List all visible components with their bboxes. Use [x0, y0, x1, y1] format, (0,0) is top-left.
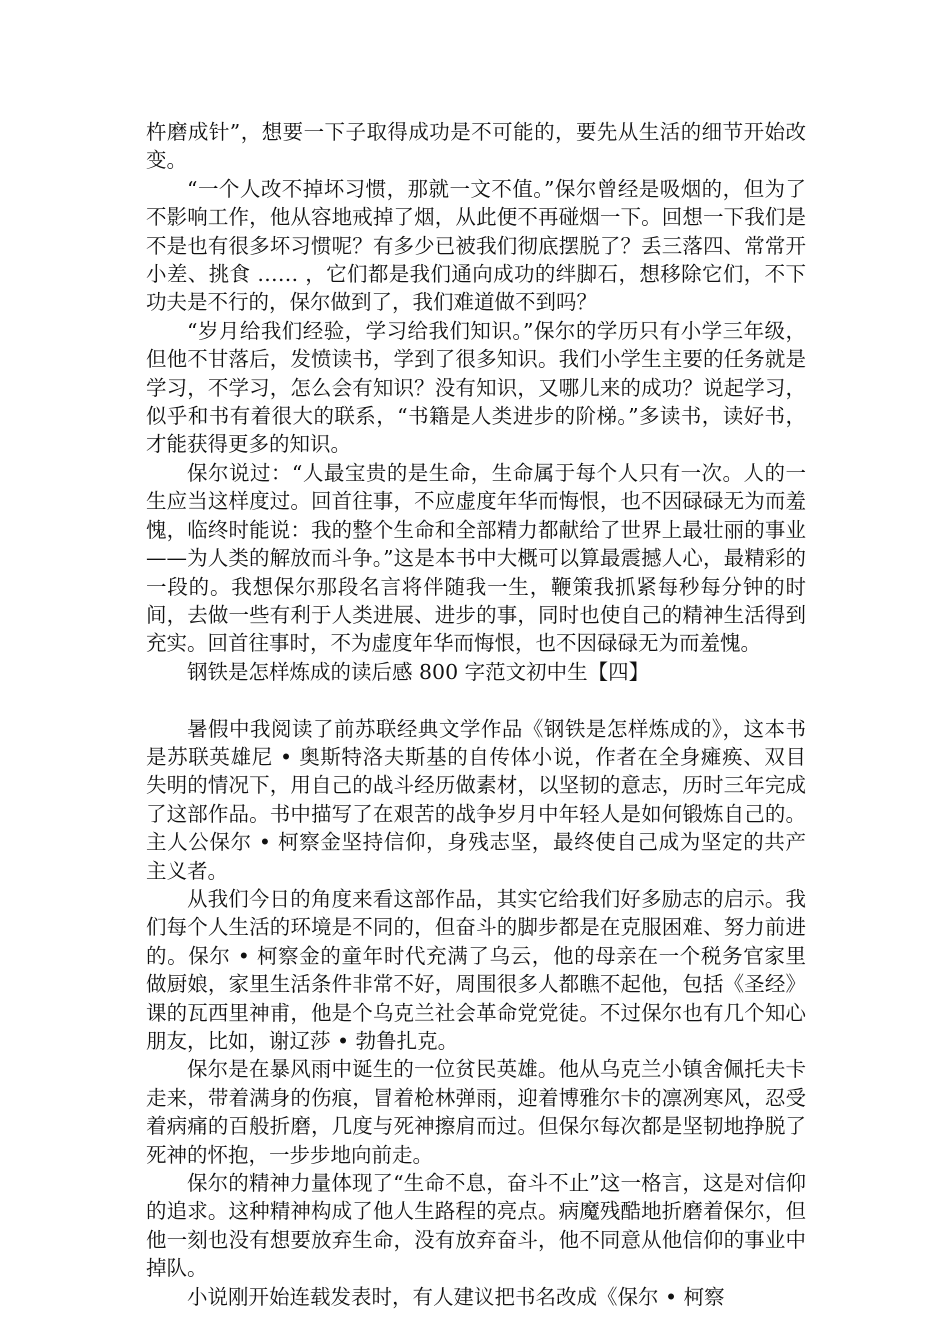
paragraph-continued: 杵磨成针”，想要一下子取得成功是不可能的，要先从生活的细节开始改变。: [146, 120, 806, 173]
blank-line: [146, 686, 806, 714]
paragraph: “一个人改不掉坏习惯，那就一文不值。”保尔曾经是吸烟的，但为了不影响工作，他从容地戒掉了烟，从此便不再碰烟一下。回想一下我们是不是也有很多坏习惯呢？有多少已被我们彻底摆脱了？丢三落四、常常开小差、挑食 …… ，它们都是我们通向成功的绊脚石，想移除它们，不下功夫是不行的，保尔做到了，我们难道做不到吗？: [146, 176, 806, 315]
paragraph: 保尔是在暴风雨中诞生的一位贫民英雄。他从乌克兰小镇舍佩托夫卡走来，带着满身的伤痕，冒着枪林弹雨，迎着博雅尔卡的凛冽寒风，忍受着病痛的百般折磨，几度与死神擦肩而过。但保尔每次都是坚韧地挣脱了死神的怀抱，一步步地向前走。: [146, 1057, 806, 1167]
section-heading: 钢铁是怎样炼成的读后感 800 字范文初中生【四】: [187, 659, 650, 684]
paragraph: 保尔的精神力量体现了“生命不息，奋斗不止”这一格言，这是对信仰的追求。这种精神构成了他人生路程的亮点。病魔残酷地折磨着保尔，但他一刻也没有想要放弃生命，没有放弃奋斗，他不同意从他信仰的事业中掉队。: [146, 1171, 806, 1281]
paragraph: 暑假中我阅读了前苏联经典文学作品《钢铁是怎样炼成的》，这本书是苏联英雄尼 • 奥斯特洛夫斯基的自传体小说，作者在全身瘫痪、双目失明的情况下，用自己的战斗经历做素材，以坚韧的意志，历时三年完成了这部作品。书中描写了在艰苦的战争岁月中年轻人是如何锻炼自己的。主人公保尔 • 柯察金坚持信仰，身残志坚，最终使自己成为坚定的共产主义者。: [146, 716, 806, 883]
document-page: [146, 118, 806, 1311]
paragraph: 保尔说过：“人最宝贵的是生命，生命属于每个人只有一次。人的一生应当这样度过。回首往事，不应虚度年华而悔恨，也不因碌碌无为而羞愧，临终时能说：我的整个生命和全部精力都献给了世界上最壮丽的事业——为人类的解放而斗争。”这是本书中大概可以算最震撼人心，最精彩的一段的。我想保尔那段名言将伴随我一生，鞭策我抓紧每秒每分钟的时间，去做一些有利于人类进展、进步的事，同时也使自己的精神生活得到充实。回首往事时，不为虚度年华而悔恨，也不因碌碌无为而羞愧。: [146, 460, 806, 656]
paragraph: 从我们今日的角度来看这部作品，其实它给我们好多励志的启示。我们每个人生活的环境是不同的，但奋斗的脚步都是在克服困难、努力前进的。保尔 • 柯察金的童年时代充满了乌云，他的母亲在一个税务官家里做厨娘，家里生活条件非常不好，周围很多人都瞧不起他，包括《圣经》课的瓦西里神甫，他是个乌克兰社会革命党党徒。不过保尔也有几个知心朋友，比如，谢辽莎 • 勃鲁扎克。: [146, 886, 806, 1053]
paragraph: 小说刚开始连载发表时，有人建议把书名改成《保尔 • 柯察: [187, 1284, 725, 1309]
paragraph: “岁月给我们经验，学习给我们知识。”保尔的学历只有小学三年级，但他不甘落后，发愤读书，学到了很多知识。我们小学生主要的任务就是学习，不学习，怎么会有知识？没有知识，又哪儿来的成功？说起学习，似乎和书有着很大的联系，“书籍是人类进步的阶梯。”多读书，读好书，才能获得更多的知识。: [146, 318, 806, 457]
